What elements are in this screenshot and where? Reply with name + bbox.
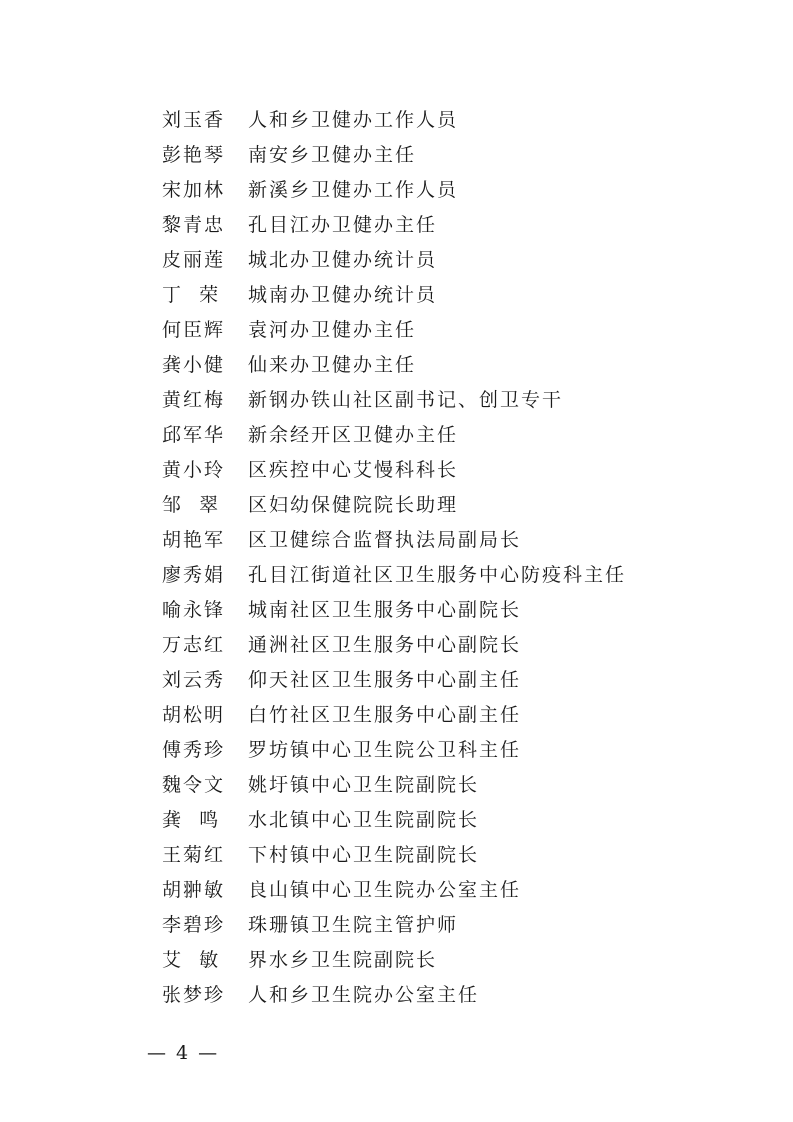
person-role: 新余经开区卫健办主任 (248, 424, 459, 446)
person-role: 界水乡卫生院副院长 (248, 949, 438, 971)
person-name: 邱军华 (162, 424, 226, 446)
list-item (162, 556, 742, 591)
person-role: 人和乡卫生院办公室主任 (248, 984, 480, 1006)
person-role: 仰天社区卫生服务中心副主任 (248, 669, 522, 691)
list-item (162, 346, 742, 381)
person-role: 通洲社区卫生服务中心副院长 (248, 634, 522, 656)
person-role: 区卫健综合监督执法局副局长 (248, 529, 522, 551)
person-role: 人和乡卫健办工作人员 (248, 109, 459, 131)
person-role: 区妇幼保健院院长助理 (248, 494, 459, 516)
list-item (162, 241, 742, 276)
person-role: 孔目江办卫健办主任 (248, 214, 438, 236)
list-item (162, 871, 742, 906)
person-name: 魏令文 (162, 774, 226, 796)
list-item (162, 801, 742, 836)
list-item (162, 906, 742, 941)
list-item (162, 836, 742, 871)
list-item (162, 766, 742, 801)
person-name: 廖秀娟 (162, 564, 226, 586)
person-role: 仙来办卫健办主任 (248, 354, 417, 376)
person-name: 彭艳琴 (162, 144, 226, 166)
page-number: — 4 — (147, 1042, 220, 1064)
person-role: 南安乡卫健办主任 (248, 144, 417, 166)
list-item (162, 311, 742, 346)
person-role: 珠珊镇卫生院主管护师 (248, 914, 459, 936)
person-name: 刘玉香 (162, 109, 226, 131)
person-name: 龚小健 (162, 354, 226, 376)
person-name: 胡艳军 (162, 529, 226, 551)
list-item (162, 101, 742, 136)
person-role: 罗坊镇中心卫生院公卫科主任 (248, 739, 522, 761)
person-role: 孔目江街道社区卫生服务中心防疫科主任 (248, 564, 627, 586)
personnel-list (162, 101, 742, 1011)
person-name: 喻永锋 (162, 599, 226, 621)
person-name: 万志红 (162, 634, 226, 656)
person-role: 城南社区卫生服务中心副院长 (248, 599, 522, 621)
list-item (162, 276, 742, 311)
person-name: 邹 翠 (162, 494, 221, 516)
list-item (162, 486, 742, 521)
person-name: 龚 鸣 (162, 809, 221, 831)
person-role: 新溪乡卫健办工作人员 (248, 179, 459, 201)
list-item (162, 451, 742, 486)
list-item (162, 696, 742, 731)
person-name: 胡翀敏 (162, 879, 226, 901)
person-name: 傅秀珍 (162, 739, 226, 761)
list-item (162, 381, 742, 416)
person-role: 城北办卫健办统计员 (248, 249, 438, 271)
person-name: 艾 敏 (162, 949, 221, 971)
list-item (162, 941, 742, 976)
person-role: 水北镇中心卫生院副院长 (248, 809, 480, 831)
list-item (162, 136, 742, 171)
person-role: 新钢办铁山社区副书记、创卫专干 (248, 389, 564, 411)
person-name: 胡松明 (162, 704, 226, 726)
list-item (162, 171, 742, 206)
person-name: 黄红梅 (162, 389, 226, 411)
list-item (162, 206, 742, 241)
list-item (162, 521, 742, 556)
list-item (162, 626, 742, 661)
person-name: 皮丽莲 (162, 249, 226, 271)
person-role: 区疾控中心艾慢科科长 (248, 459, 459, 481)
person-name: 黎青忠 (162, 214, 226, 236)
person-name: 李碧珍 (162, 914, 226, 936)
list-item (162, 976, 742, 1011)
person-name: 宋加林 (162, 179, 226, 201)
person-name: 王菊红 (162, 844, 226, 866)
person-name: 何臣辉 (162, 319, 226, 341)
list-item (162, 731, 742, 766)
list-item (162, 661, 742, 696)
person-role: 良山镇中心卫生院办公室主任 (248, 879, 522, 901)
list-item (162, 591, 742, 626)
person-role: 姚圩镇中心卫生院副院长 (248, 774, 480, 796)
person-role: 白竹社区卫生服务中心副主任 (248, 704, 522, 726)
person-name: 刘云秀 (162, 669, 226, 691)
person-role: 袁河办卫健办主任 (248, 319, 417, 341)
person-name: 张梦珍 (162, 984, 226, 1006)
person-name: 丁 荣 (162, 284, 221, 306)
list-item (162, 416, 742, 451)
person-role: 城南办卫健办统计员 (248, 284, 438, 306)
person-role: 下村镇中心卫生院副院长 (248, 844, 480, 866)
person-name: 黄小玲 (162, 459, 226, 481)
